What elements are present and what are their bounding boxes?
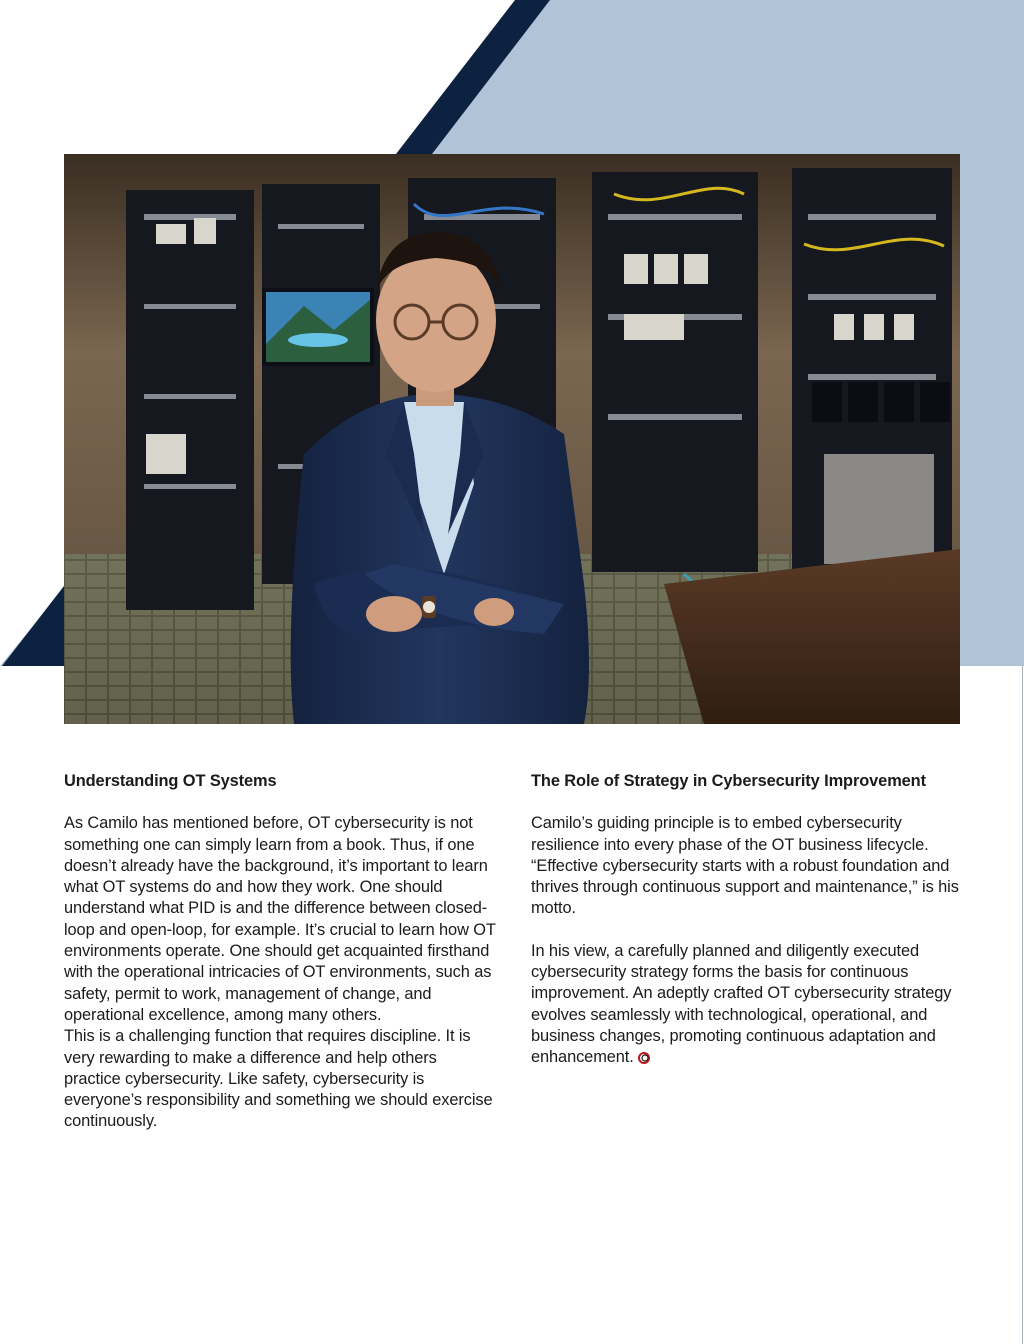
end-of-article-icon bbox=[638, 1052, 650, 1064]
paragraph: Camilo’s guiding principle is to embed cybersecurity resilience into every phase of the OT business lifecycle. “Effective cybersecurity starts with a robust foundation and thrives through continuous support and maintenance,” is his motto. bbox=[531, 814, 959, 918]
paragraph-with-end-mark bbox=[531, 941, 963, 1069]
paragraph-text: In his view, a carefully planned and diligently executed cybersecurity strategy forms the basis for continuous improvement. An adeptly crafted OT cybersecurity strategy evolves seamlessly with technological, operational, and business changes, promoting continuous adaptation and enhancement. bbox=[531, 941, 952, 1067]
paragraph: As Camilo has mentioned before, OT cybersecurity is not something one can simply learn from a book. Thus, if one doesn’t already have the background, it’s important to learn what OT systems do and how they work. One should understand what PID is and the difference between closed-loop and open-loop, for example. It’s crucial to learn how OT environments operate. One should get acquainted firsthand with the operational intricacies of OT environments, such as safety, permit to work, management of change, and operational excellence, among many others. bbox=[64, 814, 496, 1024]
right-column bbox=[531, 771, 963, 1069]
page-edge-rule bbox=[1022, 666, 1023, 1344]
section-heading: The Role of Strategy in Cybersecurity Improvement bbox=[531, 772, 926, 790]
navy-stripe-bottom bbox=[2, 586, 64, 666]
left-column bbox=[64, 771, 496, 1133]
portrait-photo bbox=[64, 154, 960, 724]
paragraph: This is a challenging function that requires discipline. It is very rewarding to make a difference and help others practice cybersecurity. Like safety, cybersecurity is everyone’s responsibility and something we should exercise continuously. bbox=[64, 1027, 493, 1131]
section-heading: Understanding OT Systems bbox=[64, 772, 277, 790]
